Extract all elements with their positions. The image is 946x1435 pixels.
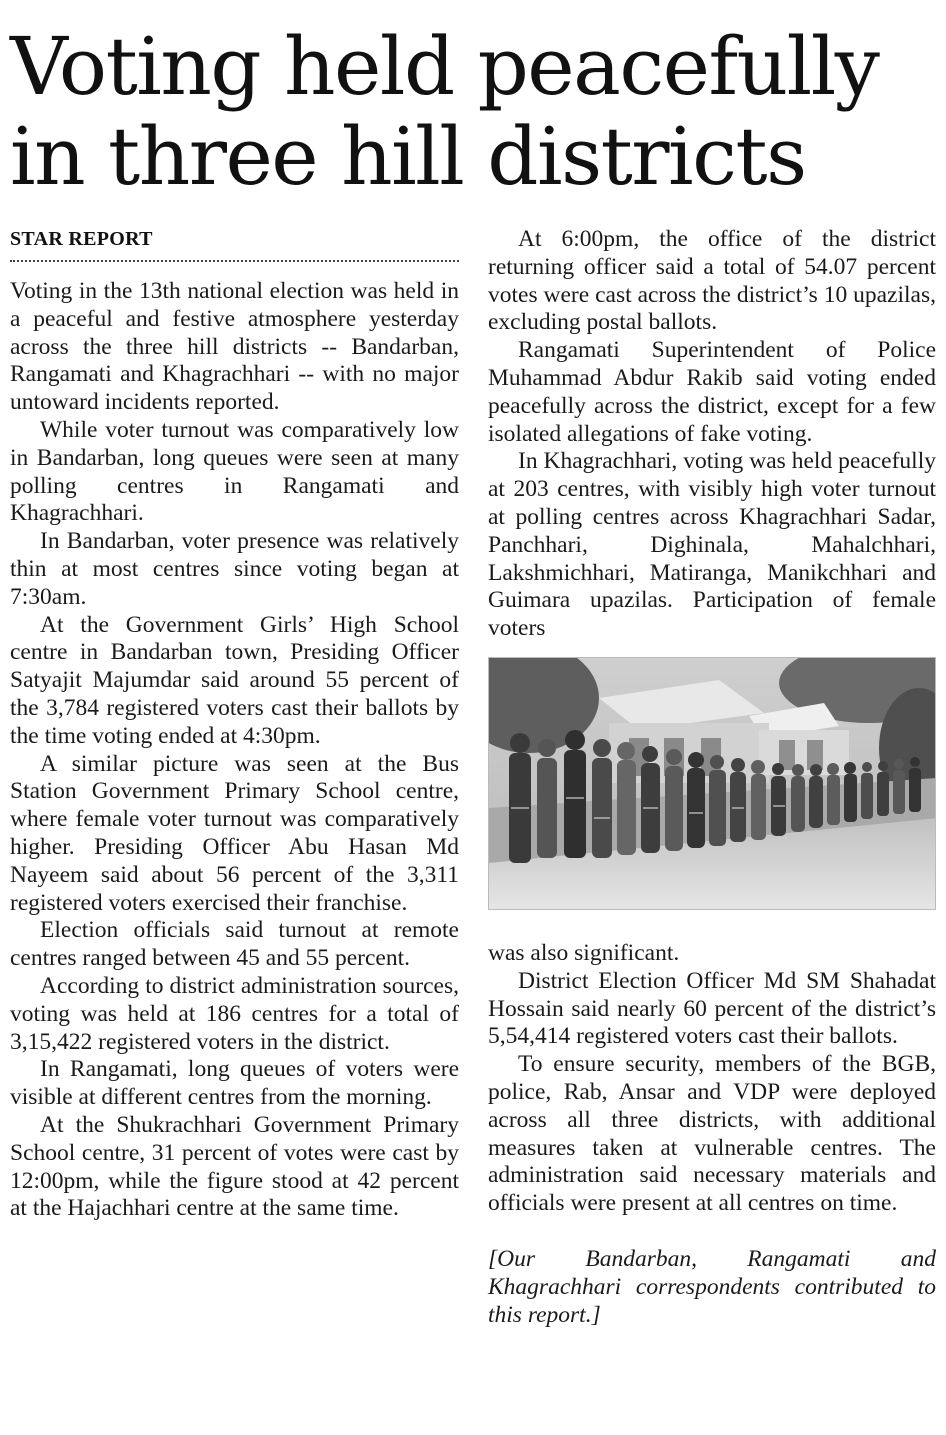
byline: STAR REPORT [10, 228, 153, 250]
article-paragraph: While voter turnout was comparatively low in Bandarban, long queues were seen at many polling centres in Rangamati and Khagrachhari. [10, 416, 459, 527]
article-paragraph: District Election Officer Md SM Shahadat Hossain said nearly 60 percent of the district’s 5,54,414 registered voters cast their ballots. [488, 967, 936, 1050]
article-column-left [10, 226, 459, 1223]
article-column-right [488, 226, 936, 1329]
article-paragraph: was also significant. [488, 939, 680, 966]
news-photo [488, 657, 936, 910]
article-paragraph: At the Shukrachhari Government Primary School centre, 31 percent of votes were cast by 12:00pm, while the figure stood at 42 percent at the Hajachhari centre at the same time. [10, 1111, 459, 1222]
article-paragraph: In Rangamati, long queues of voters were visible at different centres from the morning. [10, 1056, 459, 1111]
article-paragraph: At the Government Girls’ High School centre in Bandarban town, Presiding Officer Satyajit Majumdar said around 55 percent of the 3,784 registered voters cast their ballots by the time voting ended at 4:30pm. [10, 611, 459, 749]
article-paragraph: In Bandarban, voter presence was relatively thin at most centres since voting began at 7:30am. [10, 528, 459, 610]
article-paragraph: According to district administration sources, voting was held at 186 centres for a total of 3,15,422 registered voters in the district. [10, 972, 459, 1055]
article-paragraph: To ensure security, members of the BGB, police, Rab, Ansar and VDP were deployed across all three districts, with additional measures taken at vulnerable centres. The administration said necessary materials and officials were present at all centres on time. [488, 1051, 936, 1217]
article-paragraph: In Khagrachhari, voting was held peacefully at 203 centres, with visibly high voter turnout at polling centres across Khagrachhari Sadar, Panchhari, Dighinala, Mahalchhari, Lakshmichhari, Matiranga, Manikchhari and Guimara upazilas. Participation of female voters [488, 448, 936, 642]
headline-line-1: Voting held peacefully [10, 20, 879, 113]
article-paragraph: Election officials said turnout at remote centres ranged between 45 and 55 percent. [10, 917, 459, 972]
photo-women-voters-queue-icon [489, 658, 936, 910]
headline-line-2: in three hill districts [10, 110, 806, 203]
byline-divider [10, 252, 459, 262]
article-paragraph: Voting in the 13th national election was held in a peaceful and festive atmosphere yesterday across the three hill districts -- Bandarban, Rangamati and Khagrachhari -- with no major untoward incidents reported. [10, 278, 459, 416]
article-paragraph: A similar picture was seen at the Bus Station Government Primary School centre, where female voter turnout was comparatively higher. Presiding Officer Abu Hasan Md Nayeem said about 56 percent of the 3,311 registered voters exercised their franchise. [10, 750, 459, 916]
correspondent-credit: [Our Bandarban, Rangamati and Khagrachhari correspondents contributed to this report.] [488, 1245, 936, 1328]
article-paragraph: Rangamati Superintendent of Police Muhammad Abdur Rakib said voting ended peacefully across the district, except for a few isolated allegations of fake voting. [488, 337, 936, 447]
article-paragraph: At 6:00pm, the office of the district returning officer said a total of 54.07 percent votes were cast across the district’s 10 upazilas, excluding postal ballots. [488, 226, 936, 336]
headline [10, 22, 940, 202]
